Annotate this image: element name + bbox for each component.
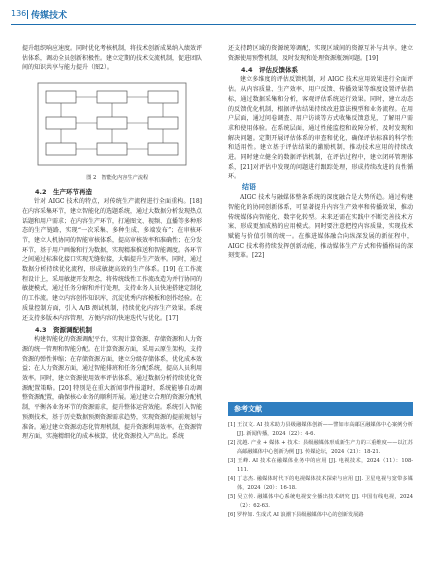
references-section — [228, 402, 413, 520]
flow-box-7 — [46, 143, 76, 155]
flow-box-5 — [97, 117, 127, 129]
section-4-2-body: 针对 AIGC 技术的特点，对传统生产流程进行全面重构。[18] 在内容采集环节，建立智能化的选题系统，通过大数据分析发现热点话题和用户需求；在内容生产环节，打通图文、视频、直播等多种形态的生产链路，实现“一次采集、多种生成、多端发布”；在审核环节，建立人机协同的智能审核体系，提高审核效率和准确性；在分发环节，基于用户画像和行为数据，实现精准推送和智能调度。各环节之间通过标准化接口实现无缝衔接，大幅提升生产效率。同时，通过数据分析持续优化流程，形成敏捷高效的生产体系。[19] 在工作流程设计上，采用敏捷开发理念，将传统线性工作流改造为并行协同的敏捷模式，通过任务分解和并行处理，支持业务人员快速搭建定制化的工作流。建立内容创作知识库，沉淀优秀内容模板和创作经验。在质量控制方面，引入 A/B 测试机制，持续优化内容生产效果。系统还支持多版本内容管理，方便内容的快速迭代与优化。[17] — [22, 198, 203, 322]
reference-item: [5] 吴立传. 融媒体中心系统电视安全播出技术研究 [J]. 中国有线电视，2024（2）：62-63. — [228, 494, 413, 509]
flow-box-4 — [46, 117, 76, 129]
left-column — [22, 44, 202, 442]
flow-box-2 — [97, 91, 127, 103]
reference-item: [2] 沈越. 产业 + 媒体 + 技术：县级融媒体形成新生产力的三重维度——以江苏高邮融媒体中心创新为例 [J]. 传媒论坛，2024（21）：18-21. — [228, 440, 413, 455]
header-separator — [27, 10, 28, 19]
flow-box-3 — [148, 91, 178, 103]
flow-box-8 — [97, 143, 127, 155]
reference-item: [3] 王峰. AI 技术在融媒体业务中的应用 [J]. 电视技术，2024（11）：108-111. — [228, 458, 413, 473]
reference-item: [1] 王汉文. AI 技术助力县级融媒体创新——譬如市高邮区融媒体中心案例分析 [J]. 新闻传播，2024（22）：4-6. — [228, 422, 413, 437]
section-4-4-body: 建立多维度的评估反馈机制，对 AIGC 技术应用效果进行全面评估。从内容质量、生产效率、用户反馈、传播效果等维度设置评估指标，通过数据采集和分析，客观评估系统运行效果。同时，建立动态的反馈优化机制，根据评估结果持续改进算法模型和业务流程。在用户层面，通过问卷调查、用户访谈等方式收集反馈意见，了解用户需求和使用体验。在系统层面，通过性能监控和故障分析，及时发现和解决问题。定期开展评估体系的审查和优化，确保评估标准的科学性和适用性。建立基于评估结果的激励机制，推动技术应用的持续改进。同时建立健全的数据评估机制，在评估过程中，建立闭环管理体系，[21]对评估中发现的问题进行跟踪处理，形成持续改进的良性循环。 — [228, 76, 413, 181]
page-header — [0, 0, 427, 30]
continued-paragraph: 还支持跨区域的资源统筹调配，实现区域间的资源互补与共享。建立资源使用预警机制，及时发现和处理资源瓶颈问题。[19] — [228, 45, 413, 62]
workflow-figure — [22, 77, 202, 172]
reference-item: [6] 罗梓如. 生成式 AI 浪潮下县级融媒体中心的创新发展路 — [228, 512, 364, 518]
journal-name: 传媒技术 — [31, 11, 68, 21]
page-number: 136 — [11, 9, 27, 18]
section-4-2-title: 4.2 生产环节再造 — [35, 188, 93, 197]
header-rule — [11, 24, 416, 25]
figure-caption: 图 2 智能化内容生产流程 — [86, 175, 149, 182]
workflow-diagram — [22, 77, 202, 172]
section-4-4-title: 4.4 评估反馈体系 — [241, 66, 299, 75]
references-title: 参考文献 — [228, 402, 413, 416]
references-list — [228, 421, 413, 520]
reference-item: [4] 丁志杰. 融媒体时代下的电视媒体技术探索与应用 [J]. 卫星电视与宽带多媒体，2024（20）：16-18. — [228, 476, 413, 491]
section-4-3-body: 构建智能化的资源调配平台，实现计算资源、存储资源和人力资源的统一管理和智能分配。在计算资源方面，采用云原生架构，支持资源的弹性伸缩；在存储资源方面，建立分级存储体系，优化成本效益；在人力资源方面，通过智能排班和任务分配系统，提高人员利用效率。同时，建立资源使用效率评估体系，通过数据分析持续优化资源配置策略。[20] 特别是在重大新闻事件报道时，系统能够自动调整资源配置，确保核心业务的顺利开展。通过建立合理的资源分配机制，平衡各业务环节的资源需求，提升整体运营效能。系统引入智能预测技术，基于历史数据预测资源需求趋势，实现资源的提前规划与准备。通过建立资源动态化管理机制，提升资源利用效率。在资源管理方面，实施精细化的成本核算，优化资源投入产出比。系统 — [22, 336, 203, 441]
flow-box-9 — [148, 143, 178, 155]
intro-paragraph: 提升组织响应速度。同时优化考核机制，将技术创新成果纳入绩效评估体系，调动全员创新积极性。建立定期的技术交流机制，促进团队间的知识共享与能力提升（图2）。 — [22, 45, 203, 72]
right-column — [228, 44, 413, 261]
conclusion-body: AIGC 技术与融媒体整条系统的深度融合是大势所趋。通过构建智能化的协同创新体系，可显著提升内容生产效率和传播效果，推动传统媒体向智能化、数字化转型。未来还需在实践中不断完善技术方案、形成更加成熟的应用模式。同时要注意把控内容质量，实现技术赋能与价值引领的统一。在推进媒体融合向纵深发展的新征程中，AIGC 技术将持续发挥创新动能，推动媒体生产方式和传播格局的深刻变革。[22] — [228, 194, 413, 260]
section-4-3-title: 4.3 资源调配机制 — [35, 326, 93, 335]
conclusion-title: 结语 — [242, 183, 256, 192]
flow-box-6 — [148, 117, 178, 129]
flow-box-1 — [46, 91, 76, 103]
